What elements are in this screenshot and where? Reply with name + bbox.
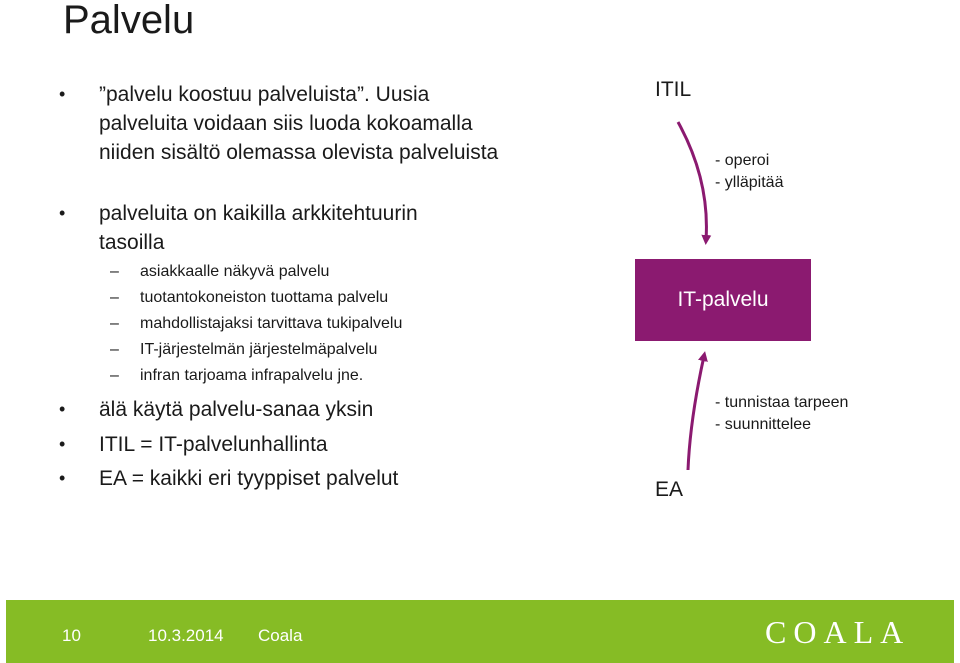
bullet-text: älä käytä palvelu-sanaa yksin [99, 398, 374, 421]
bullet-text: ”palvelu koostuu palveluista”. Uusia palveluita voidaan siis luoda kokoamalla niiden sisältö olemassa olevista palveluista [99, 83, 499, 164]
ea-items [715, 392, 848, 436]
bullet-text: EA = kaikki eri tyyppiset palvelut [99, 467, 399, 490]
footer-org: Coala [258, 626, 303, 645]
itil-items [715, 150, 783, 194]
sub-bullet-text: mahdollistajaksi tarvittava tukipalvelu [140, 315, 403, 332]
arrow-down-icon [678, 122, 706, 240]
ea-item: - suunnittelee [715, 416, 812, 433]
bullet-dot: • [59, 84, 66, 104]
page-title: Palvelu [63, 0, 195, 42]
sub-bullet-dash: – [110, 263, 119, 280]
bullet-dot: • [59, 203, 66, 223]
sub-bullet-text: asiakkaalle näkyvä palvelu [140, 263, 330, 280]
bullet-dot: • [59, 468, 66, 488]
bullet-text: palveluita on kaikilla arkkitehtuurin tasoilla [99, 202, 418, 254]
bullet-dot: • [59, 434, 66, 454]
sub-bullet-text: tuotantokoneiston tuottama palvelu [140, 289, 389, 306]
it-service-box: IT-palvelu [635, 259, 811, 341]
sub-bullet-dash: – [110, 289, 119, 306]
arrow-up-icon [688, 356, 704, 470]
sub-bullet-text: IT-järjestelmän järjestelmäpalvelu [140, 341, 378, 358]
sub-bullet-text: infran tarjoama infrapalvelu jne. [140, 367, 364, 384]
itil-label: ITIL [655, 78, 692, 101]
coala-logo: COALA [765, 614, 911, 650]
page-number: 10 [62, 626, 81, 645]
ea-item: - tunnistaa tarpeen [715, 394, 849, 411]
sub-bullet-dash: – [110, 367, 119, 384]
sub-bullet-dash: – [110, 341, 119, 358]
sub-bullet-dash: – [110, 315, 119, 332]
itil-item: - ylläpitää [715, 174, 784, 191]
footer-date: 10.3.2014 [148, 626, 224, 645]
ea-label: EA [655, 478, 684, 501]
bullet-dot: • [59, 399, 66, 419]
bullet-text: ITIL = IT-palvelunhallinta [99, 433, 328, 456]
itil-item: - operoi [715, 152, 770, 169]
